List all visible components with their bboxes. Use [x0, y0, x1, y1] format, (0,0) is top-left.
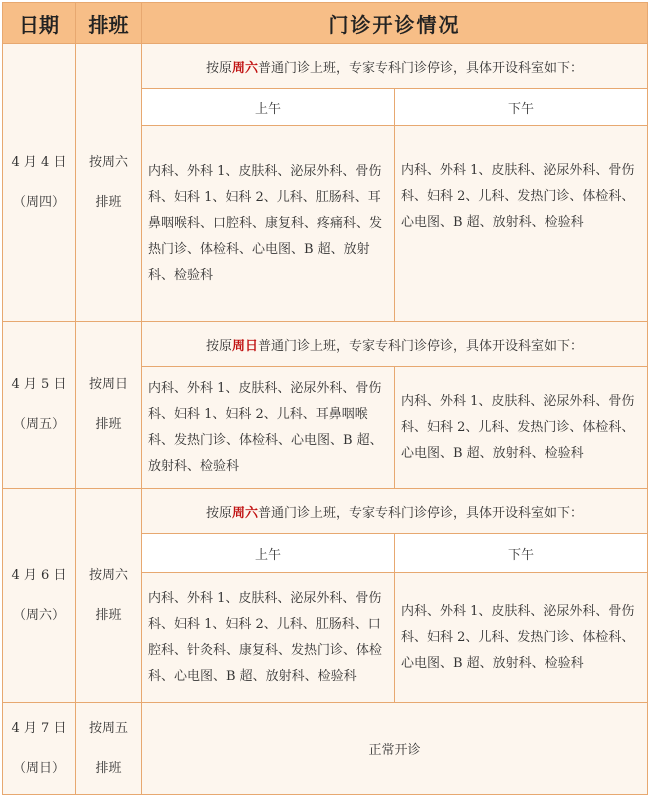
table-row [3, 489, 648, 534]
notice-suffix: 普通门诊上班，专家专科门诊停诊，具体开设科室如下： [258, 338, 584, 354]
pm-label: 下午 [395, 89, 648, 126]
header-date: 日期 [3, 3, 76, 44]
pm-department-list: 内科、外科 1、皮肤科、泌尿外科、骨伤科、妇科 2、儿科、发热门诊、体检科、心电图、B 超、放射科、检验科 [395, 573, 648, 703]
shift-line2: 排班 [95, 607, 122, 623]
schedule-table [2, 2, 648, 795]
weekday-label: （周日） [12, 760, 65, 776]
shift-line2: 排班 [95, 194, 122, 210]
notice-highlight: 周六 [231, 505, 258, 521]
am-department-list: 内科、外科 1、皮肤科、泌尿外科、骨伤科、妇科 1、妇科 2、儿科、耳鼻咽喉科、发热门诊、体检科、心电图、B 超、放射科、检验科 [142, 367, 395, 489]
pm-department-list: 内科、外科 1、皮肤科、泌尿外科、骨伤科、妇科 2、儿科、发热门诊、体检科、心电图、B 超、放射科、检验科 [395, 126, 648, 322]
date-cell [3, 489, 76, 703]
header-shift: 排班 [76, 3, 142, 44]
shift-line1: 按周五 [88, 720, 128, 736]
notice-highlight: 周日 [231, 338, 258, 354]
pm-department-list: 内科、外科 1、皮肤科、泌尿外科、骨伤科、妇科 2、儿科、发热门诊、体检科、心电图、B 超、放射科、检验科 [395, 367, 648, 489]
shift-line2: 排班 [95, 760, 122, 776]
shift-line2: 排班 [95, 417, 122, 432]
notice-cell [142, 322, 648, 367]
shift-cell [76, 44, 142, 322]
table-row [3, 44, 648, 89]
date-label: 4 月 4 日 [11, 154, 67, 170]
notice-prefix: 按原 [205, 60, 232, 76]
date-label: 4 月 7 日 [11, 720, 67, 736]
date-label: 4 月 5 日 [11, 377, 67, 392]
table-row [3, 322, 648, 367]
shift-line1: 按周六 [88, 567, 128, 583]
weekday-label: （周六） [12, 607, 65, 623]
date-cell [3, 322, 76, 489]
shift-cell [76, 703, 142, 795]
am-department-list: 内科、外科 1、皮肤科、泌尿外科、骨伤科、妇科 1、妇科 2、儿科、肛肠科、耳鼻咽喉科、口腔科、康复科、疼痛科、发热门诊、体检科、心电图、B 超、放射科、检验科 [142, 126, 395, 322]
normal-open-cell: 正常开诊 [142, 703, 648, 795]
notice-cell [142, 44, 648, 89]
weekday-label: （周四） [12, 194, 65, 210]
weekday-label: （周五） [12, 417, 65, 432]
notice-suffix: 普通门诊上班，专家专科门诊停诊，具体开设科室如下： [258, 505, 584, 521]
date-cell [3, 44, 76, 322]
notice-cell [142, 489, 648, 534]
notice-prefix: 按原 [205, 338, 232, 354]
pm-label: 下午 [395, 534, 648, 573]
shift-line1: 按周日 [88, 377, 128, 392]
notice-highlight: 周六 [231, 60, 258, 76]
shift-cell [76, 322, 142, 489]
shift-cell [76, 489, 142, 703]
table-row [3, 703, 648, 795]
date-cell [3, 703, 76, 795]
am-department-list: 内科、外科 1、皮肤科、泌尿外科、骨伤科、妇科 1、妇科 2、儿科、肛肠科、口腔科、针灸科、康复科、发热门诊、体检科、心电图、B 超、放射科、检验科 [142, 573, 395, 703]
header-row [3, 3, 648, 44]
notice-suffix: 普通门诊上班，专家专科门诊停诊，具体开设科室如下： [258, 60, 584, 76]
notice-prefix: 按原 [205, 505, 232, 521]
am-label: 上午 [142, 534, 395, 573]
am-label: 上午 [142, 89, 395, 126]
date-label: 4 月 6 日 [11, 567, 67, 583]
header-status: 门诊开诊情况 [142, 3, 648, 44]
shift-line1: 按周六 [88, 154, 128, 170]
